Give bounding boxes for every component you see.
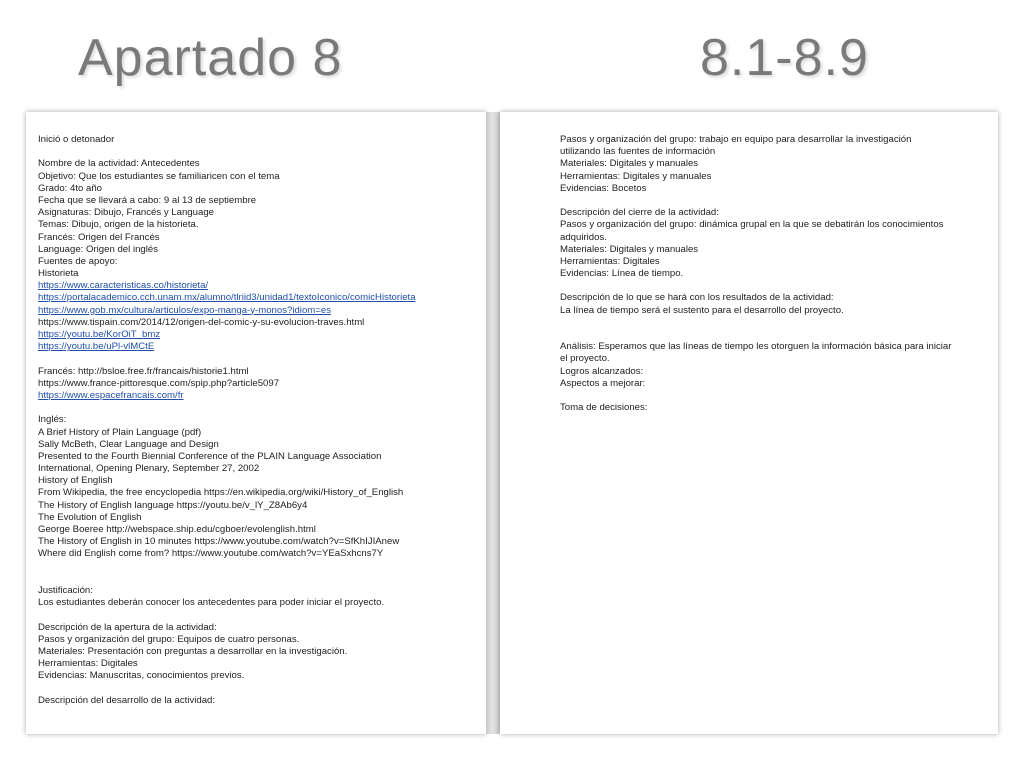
right-page-lines (560, 134, 951, 414)
text-line: La línea de tiempo será el sustento para el desarrollo del proyecto. (560, 304, 844, 316)
text-line: International, Opening Plenary, September 27, 2002 (38, 463, 260, 475)
blank-line (560, 390, 951, 402)
text-line: Sally McBeth, Clear Language and Design (38, 438, 219, 450)
page-divider (486, 112, 500, 734)
text-line: Descripción de lo que se hará con los resultados de la actividad: (560, 292, 834, 304)
text-line: Francés: http://bsloe.free.fr/francais/historie1.html (38, 365, 249, 377)
text-line: The History of English language https://youtu.be/v_lY_Z8Ab6y4 (38, 499, 308, 511)
text-line: Presented to the Fourth Biennial Conference of the PLAIN Language Association (38, 450, 382, 462)
text-line: History of English (38, 475, 113, 487)
text-line: George Boeree http://webspace.ship.edu/cgboer/evolenglish.html (38, 524, 316, 535)
text-line: Historieta (38, 268, 79, 280)
link-line[interactable]: https://youtu.be/uPl-vlMCtE (38, 341, 155, 353)
text-line: Herramientas: Digitales y manuales (560, 170, 712, 182)
text-line: adquiridos. (560, 231, 607, 243)
document-page-left (26, 112, 486, 734)
text-line: Temas: Dibujo, origen de la historieta. (38, 219, 199, 231)
text-line: Fecha que se llevará a cabo: 9 al 13 de septiembre (38, 194, 257, 206)
link-line[interactable]: https://youtu.be/KorOiT_bmz (38, 329, 161, 340)
blank-line (38, 573, 416, 585)
text-line: Evidencias: Manuscritas, conocimientos previos. (38, 670, 245, 682)
blank-line (560, 280, 951, 292)
blank-line (38, 561, 416, 573)
text-line: Materiales: Digitales y manuales (560, 158, 699, 170)
text-line: Asignaturas: Dibujo, Francés y Language (38, 207, 214, 219)
text-line: Evidencias: Bocetos (560, 182, 647, 194)
link-line[interactable]: https://portalacademico.cch.unam.mx/alumno/tlriid3/unidad1/textoIconico/comicHistorieta (38, 292, 416, 304)
blank-line (38, 402, 416, 414)
text-line: Materiales: Presentación con preguntas a desarrollar en la investigación. (38, 645, 348, 657)
link-line[interactable]: https://www.caracteristicas.co/historieta/ (38, 280, 209, 292)
text-line: Materiales: Digitales y manuales (560, 243, 699, 255)
blank-line (560, 329, 951, 341)
text-line: Grado: 4to año (38, 182, 103, 194)
text-line: Fuentes de apoyo: (38, 255, 118, 267)
text-line: Pasos y organización del grupo: dinámica grupal en la que se debatirán los conocimientos (560, 219, 944, 231)
text-line: Pasos y organización del grupo: Equipos de cuatro personas. (38, 633, 300, 645)
text-line: Los estudiantes deberán conocer los antecedentes para poder iniciar el proyecto. (38, 597, 385, 609)
text-line: Objetivo: Que los estudiantes se familiaricen con el tema (38, 170, 280, 182)
text-line: Herramientas: Digitales (560, 255, 660, 267)
text-line: The Evolution of English (38, 511, 142, 523)
blank-line (38, 609, 416, 621)
blank-line (560, 195, 951, 207)
document-page-right (500, 112, 998, 734)
text-line: Inició o detonador (38, 134, 115, 145)
text-line: The History of English in 10 minutes https://www.youtube.com/watch?v=SfKhIJIAnew (38, 536, 400, 548)
blank-line (38, 146, 416, 158)
text-line: Aspectos a mejorar: (560, 377, 646, 389)
text-line: Francés: Origen del Francés (38, 231, 160, 243)
text-line: Justificación: (38, 584, 93, 596)
link-line[interactable]: https://www.gob.mx/cultura/articulos/expo-manga-y-monos?idiom=es (38, 304, 332, 316)
text-line: Evidencias: Línea de tiempo. (560, 268, 684, 280)
text-line: Language: Origen del inglés (38, 243, 159, 255)
text-line: Toma de decisiones: (560, 402, 648, 414)
text-line: Where did English come from? https://www.youtube.com/watch?v=YEaSxhcns7Y (38, 548, 384, 560)
blank-line (560, 317, 951, 329)
text-line: Descripción del cierre de la actividad: (560, 207, 719, 219)
text-line: https://www.france-pittoresque.com/spip.php?article5097 (38, 377, 280, 389)
left-page-lines (38, 134, 416, 707)
blank-line (38, 682, 416, 694)
text-line: Herramientas: Digitales (38, 658, 138, 670)
text-line: Descripción del desarrollo de la actividad: (38, 694, 216, 706)
text-line: From Wikipedia, the free encyclopedia https://en.wikipedia.org/wiki/History_of_English (38, 487, 404, 499)
text-line: Inglés: (38, 414, 67, 426)
text-line: Logros alcanzados: (560, 365, 644, 377)
text-line: https://www.tispain.com/2014/12/origen-del-comic-y-su-evolucion-traves.html (38, 316, 365, 328)
text-line: utilizando las fuentes de información (560, 146, 716, 158)
text-line: Análisis: Esperamos que las líneas de tiempo les otorguen la información básica para iniciar (560, 341, 952, 353)
blank-line (38, 353, 416, 365)
text-line: Pasos y organización del grupo: trabajo en equipo para desarrollar la investigación (560, 134, 912, 145)
text-line: el proyecto. (560, 353, 610, 365)
link-line[interactable]: https://www.espacefrancais.com/fr (38, 389, 184, 401)
text-line: A Brief History of Plain Language (pdf) (38, 426, 202, 438)
slide-title-left: Apartado 8 (78, 29, 343, 87)
slide-title-right: 8.1-8.9 (700, 29, 869, 87)
text-line: Descripción de la apertura de la actividad: (38, 621, 217, 633)
text-line: Nombre de la actividad: Antecedentes (38, 158, 200, 170)
